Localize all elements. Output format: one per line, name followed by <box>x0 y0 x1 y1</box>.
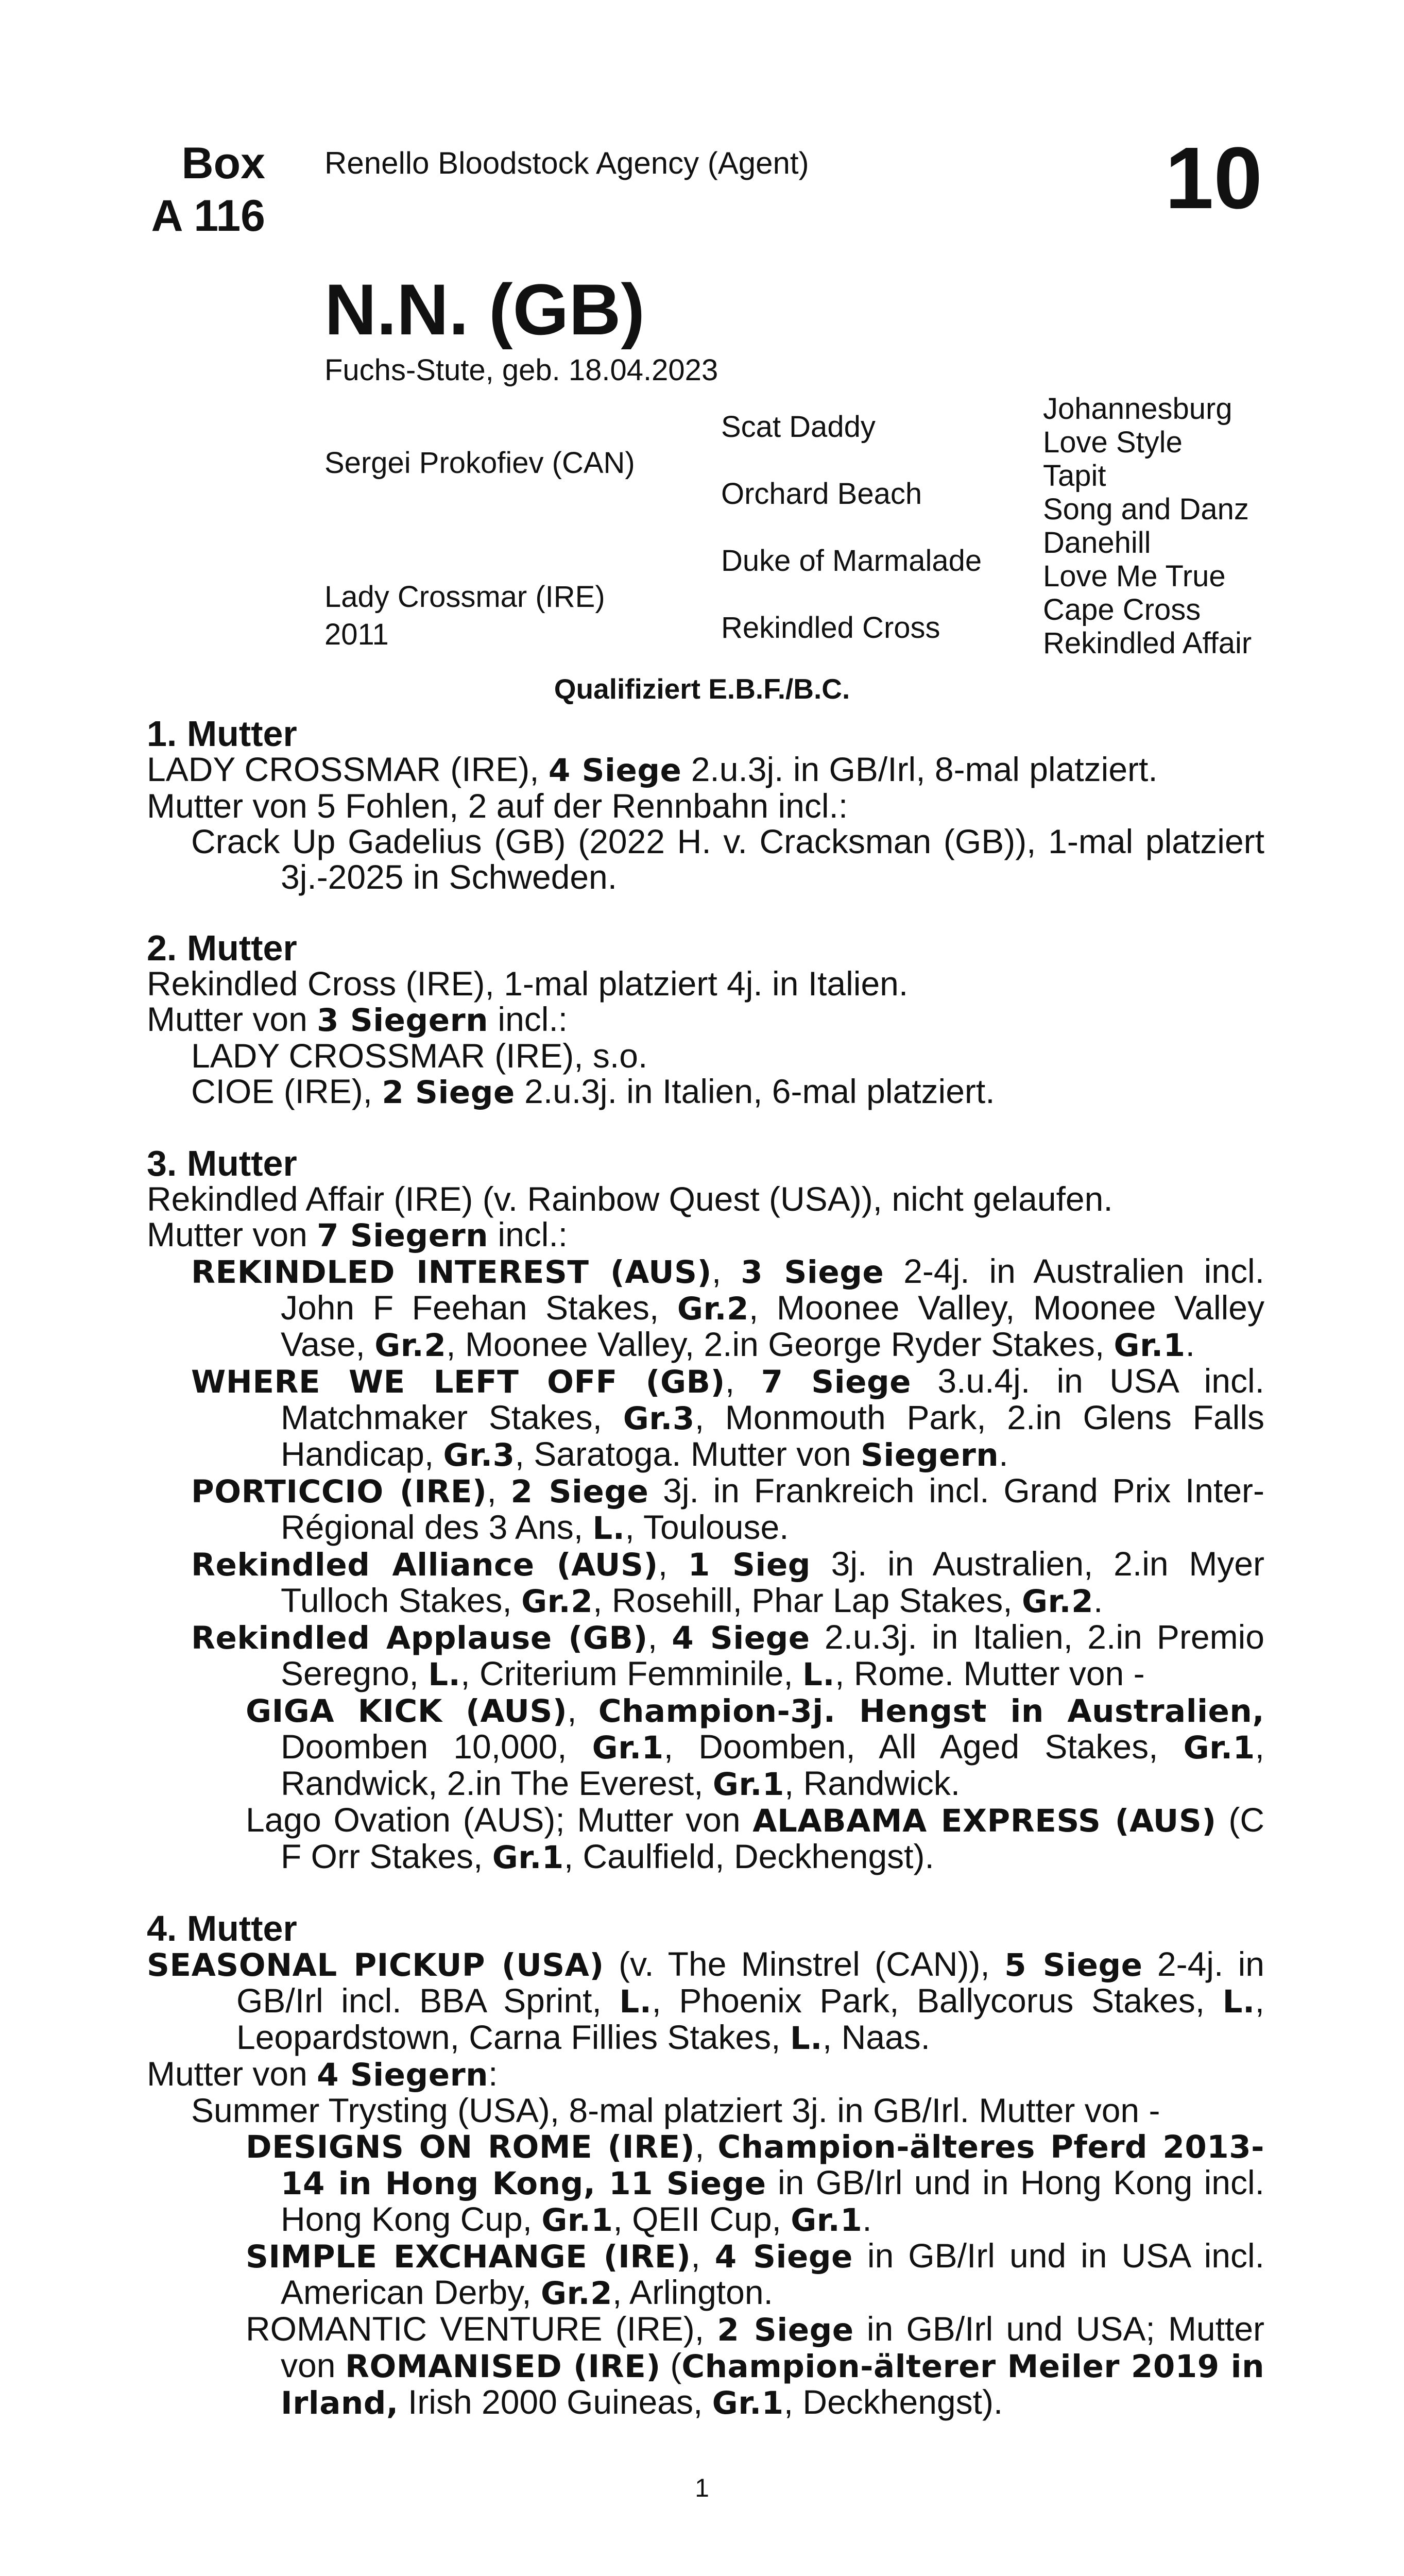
pedigree-gen3-ancestor: Danehill <box>1043 526 1151 560</box>
pedigree-gen3-ancestor: Love Me True <box>1043 560 1226 593</box>
produce-entry-grandchild <box>147 2128 1264 2238</box>
text-run: , <box>487 1471 511 1510</box>
bold-text: Gr.3 <box>623 1400 695 1437</box>
bold-text: Gr.2 <box>1021 1583 1094 1620</box>
section-heading: 3. Mutter <box>147 1143 297 1183</box>
dam-line-body <box>147 716 1264 2421</box>
page-number: 1 <box>695 2473 709 2502</box>
bold-text: SIMPLE EXCHANGE (IRE) <box>246 2239 691 2275</box>
bold-text: WHERE WE LEFT OFF (GB) <box>191 1364 725 1400</box>
agent-name: Renello Bloodstock Agency (Agent) <box>324 146 809 180</box>
text-run: in GB/Irl und in USA incl. American Derby, <box>281 2236 1264 2311</box>
text-run: incl.: <box>488 1000 568 1038</box>
text-run: Mutter von <box>147 1215 317 1253</box>
text-run: Doomben 10,000, <box>281 1727 592 1766</box>
bold-text: PORTICCIO (IRE) <box>191 1473 487 1510</box>
section-heading: 1. Mutter <box>147 714 297 754</box>
bold-text: 7 Siegern <box>317 1217 489 1254</box>
text-run: , QEII Cup, <box>613 2200 791 2238</box>
bold-text: L. <box>802 1656 835 1693</box>
produce-entry <box>147 1546 1264 1619</box>
pedigree-gen3-ancestor: Cape Cross <box>1043 593 1201 626</box>
text-run: , <box>725 1362 761 1400</box>
pedigree-dam: Lady Crossmar (IRE) <box>324 580 605 614</box>
bold-text: REKINDLED INTEREST (AUS) <box>191 1254 712 1291</box>
bold-text: Champion-älterer Meiler 2019 in Irland, <box>281 2348 1264 2421</box>
text-run: , Randwick, 2.in The Everest, <box>281 1727 1264 1802</box>
text-run: ( <box>660 2346 682 2384</box>
bold-text: 5 Siege <box>1004 1947 1143 1984</box>
bold-text: Champion-älteres Pferd 2013-14 in Hong Kong, 11 Siege <box>281 2129 1264 2202</box>
text-run: Mutter von <box>147 1000 317 1038</box>
bold-text: SEASONAL PICKUP (USA) <box>147 1947 604 1984</box>
text-run: 2.u.3j. in GB/Irl, 8-mal platziert. <box>681 750 1158 788</box>
bold-text: Gr.1 <box>712 1766 784 1803</box>
bold-text: 7 Siege <box>761 1364 912 1400</box>
text-run: , Deckhengst). <box>783 2383 1003 2421</box>
text-run: 2-4j. in GB/Irl incl. BBA Sprint, <box>236 1945 1264 2020</box>
text-run: , Rome. Mutter von - <box>835 1654 1145 1692</box>
text-run: , Caulfield, Deckhengst). <box>563 1837 934 1875</box>
bold-text: ALABAMA EXPRESS (AUS) <box>752 1803 1217 1839</box>
produce-summary <box>147 1002 1264 1038</box>
bold-text: Gr.1 <box>791 2202 863 2239</box>
bold-text: Rekindled Alliance (AUS) <box>191 1547 658 1583</box>
text-run: , <box>711 1252 741 1290</box>
bold-text: 3 Siege <box>741 1254 884 1291</box>
bold-text: 4 Siegern <box>317 2057 489 2093</box>
bold-text: Gr.1 <box>1183 1730 1255 1766</box>
bold-text: Gr.2 <box>540 2275 613 2312</box>
bold-text: ROMANISED (IRE) <box>345 2348 661 2385</box>
text-run: , Monmouth Park, 2.in Glens Falls Handicap, <box>281 1398 1264 1473</box>
pedigree-grandsire: Scat Daddy <box>721 410 876 444</box>
bold-text: Siegern <box>860 1437 999 1473</box>
text-run: 3.u.4j. in USA incl. Matchmaker Stakes, <box>281 1362 1264 1436</box>
text-run: , Criterium Femminile, <box>460 1654 803 1692</box>
dam-record: Rekindled Affair (IRE) (v. Rainbow Quest (USA)), nicht gelaufen. <box>147 1180 1113 1218</box>
text-run: , <box>567 1691 598 1729</box>
text-run: , Moonee Valley, Moonee Valley Vase, <box>281 1289 1264 1363</box>
text-run: : <box>488 2055 498 2093</box>
bold-text: L. <box>1222 1984 1255 2020</box>
horse-description: Fuchs-Stute, geb. 18.04.2023 <box>324 353 718 387</box>
dam-record <box>147 752 1264 788</box>
text-run: , <box>691 2236 715 2275</box>
bold-text: 1 Sieg <box>688 1547 811 1583</box>
produce-entry: LADY CROSSMAR (IRE), s.o. <box>191 1037 648 1075</box>
bold-text: Gr.2 <box>521 1583 593 1620</box>
text-run: , Doomben, All Aged Stakes, <box>663 1727 1184 1766</box>
produce-entry-grandchild <box>147 2238 1264 2311</box>
bold-text: Gr.1 <box>712 2385 784 2421</box>
box-number: A 116 <box>151 191 265 241</box>
text-run: , Randwick. <box>784 1764 961 1802</box>
text-run: , Toulouse. <box>625 1508 789 1546</box>
bold-text: L. <box>428 1656 461 1693</box>
pedigree-sire: Sergei Prokofiev (CAN) <box>324 446 635 480</box>
pedigree-granddam-maternal: Rekindled Cross <box>721 611 940 645</box>
text-run: 3j. in Australien, 2.in Myer Tulloch Stakes, <box>281 1545 1264 1619</box>
text-run: (v. The Minstrel (CAN)), <box>604 1945 1005 1983</box>
text-run: ROMANTIC VENTURE (IRE), <box>246 2310 717 2348</box>
pedigree-gen3-ancestor: Love Style <box>1043 426 1183 459</box>
qualification-note: Qualifiziert E.B.F./B.C. <box>554 673 850 705</box>
dam-record: Rekindled Cross (IRE), 1-mal platziert 4j. in Italien. <box>147 964 909 1003</box>
produce-summary <box>147 2056 1264 2093</box>
pedigree-gen3-ancestor: Tapit <box>1043 459 1106 493</box>
pedigree-dam-year: 2011 <box>324 618 389 651</box>
bold-text: Gr.1 <box>592 1730 664 1766</box>
text-run: 2-4j. in Australien incl. John F Feehan Stakes, <box>281 1252 1264 1327</box>
text-run: . <box>1093 1581 1103 1619</box>
text-run: LADY CROSSMAR (IRE), <box>147 750 549 788</box>
text-run: , Phoenix Park, Ballycorus Stakes, <box>652 1981 1223 2020</box>
text-run: , Saratoga. Mutter von <box>515 1435 861 1473</box>
pedigree-granddam-paternal: Orchard Beach <box>721 477 922 511</box>
text-run: , Arlington. <box>612 2273 773 2311</box>
text-run: , <box>695 2127 718 2165</box>
bold-text: L. <box>790 2020 823 2057</box>
box-label: Box <box>181 139 265 188</box>
text-run: CIOE (IRE), <box>191 1072 382 1110</box>
bold-text: Gr.1 <box>1114 1327 1186 1364</box>
lot-number: 10 <box>1165 129 1262 227</box>
bold-text: DESIGNS ON ROME (IRE) <box>246 2129 695 2165</box>
text-run: in GB/Irl und in Hong Kong incl. Hong Kong Cup, <box>281 2163 1265 2238</box>
text-run: 2.u.3j. in Italien, 2.in Premio Seregno, <box>281 1618 1264 1692</box>
text-run: , Rosehill, Phar Lap Stakes, <box>593 1581 1022 1619</box>
produce-entry-grandchild <box>147 1802 1264 1875</box>
bold-text: Gr.1 <box>541 2202 613 2239</box>
bold-text: 4 Siege <box>672 1620 810 1656</box>
produce-entry-grandchild <box>147 1692 1264 1802</box>
bold-text: Rekindled Applause (GB) <box>191 1620 648 1656</box>
produce-entry: Summer Trysting (USA), 8-mal platziert 3j. in GB/Irl. Mutter von - <box>191 2091 1160 2129</box>
produce-summary: Mutter von 5 Fohlen, 2 auf der Rennbahn incl.: <box>147 787 848 825</box>
text-run: Lago Ovation (AUS); Mutter von <box>246 1801 753 1839</box>
pedigree-gen3-ancestor: Johannesburg <box>1043 392 1232 426</box>
text-run: 3j. in Frankreich incl. Grand Prix Inter-Régional des 3 Ans, <box>281 1471 1264 1546</box>
bold-text: 2 Siege <box>510 1473 649 1510</box>
pedigree-damsire: Duke of Marmalade <box>721 544 982 578</box>
bold-text: GIGA KICK (AUS) <box>246 1693 568 1730</box>
bold-text: 4 Siege <box>548 752 682 789</box>
produce-summary <box>147 1217 1264 1253</box>
bold-text: 3 Siegern <box>317 1002 489 1039</box>
text-run: , Naas. <box>822 2018 930 2056</box>
pedigree-gen3-ancestor: Song and Danz <box>1043 493 1249 526</box>
section-heading: 4. Mutter <box>147 1908 297 1948</box>
bold-text: 2 Siege <box>717 2312 854 2348</box>
bold-text: Gr.2 <box>374 1327 447 1364</box>
section-heading: 2. Mutter <box>147 928 297 968</box>
bold-text: Gr.2 <box>677 1291 749 1327</box>
text-run: . <box>1185 1325 1195 1363</box>
produce-entry-grandchild <box>147 2311 1264 2421</box>
text-run: (C F Orr Stakes, <box>281 1801 1265 1875</box>
bold-text: 2 Siege <box>382 1074 515 1111</box>
bold-text: L. <box>592 1510 625 1547</box>
text-run: , <box>658 1545 688 1583</box>
dam-record <box>147 1946 1264 2056</box>
text-run: . <box>862 2200 872 2238</box>
text-run: 2.u.3j. in Italien, 6-mal platziert. <box>515 1072 995 1110</box>
horse-name: N.N. (GB) <box>324 269 645 350</box>
produce-entry <box>147 1074 1264 1110</box>
produce-entry <box>147 1363 1264 1473</box>
bold-text: 4 Siege <box>714 2239 853 2275</box>
text-run: incl.: <box>488 1215 568 1253</box>
text-run: in GB/Irl und USA; Mutter von <box>281 2310 1264 2384</box>
produce-entry <box>147 1619 1264 1692</box>
text-run: Irish 2000 Guineas, <box>398 2383 712 2421</box>
produce-entry: Crack Up Gadelius (GB) (2022 H. v. Cracksman (GB)), 1-mal platziert 3j.-2025 in Schweden. <box>191 822 1264 896</box>
bold-text: L. <box>619 1984 652 2020</box>
bold-text: Gr.1 <box>492 1839 564 1876</box>
text-run: , Leopardstown, Carna Fillies Stakes, <box>236 1981 1265 2056</box>
text-run: . <box>999 1435 1008 1473</box>
bold-text: Gr.3 <box>443 1437 515 1473</box>
text-run: , Moonee Valley, 2.in George Ryder Stakes, <box>446 1325 1114 1363</box>
text-run: Mutter von <box>147 2055 317 2093</box>
produce-entry <box>147 1253 1264 1363</box>
produce-entry <box>147 1473 1264 1546</box>
pedigree-gen3-ancestor: Rekindled Affair <box>1043 626 1252 660</box>
bold-text: Champion-3j. Hengst in Australien, <box>598 1693 1265 1730</box>
text-run: , <box>647 1618 672 1656</box>
